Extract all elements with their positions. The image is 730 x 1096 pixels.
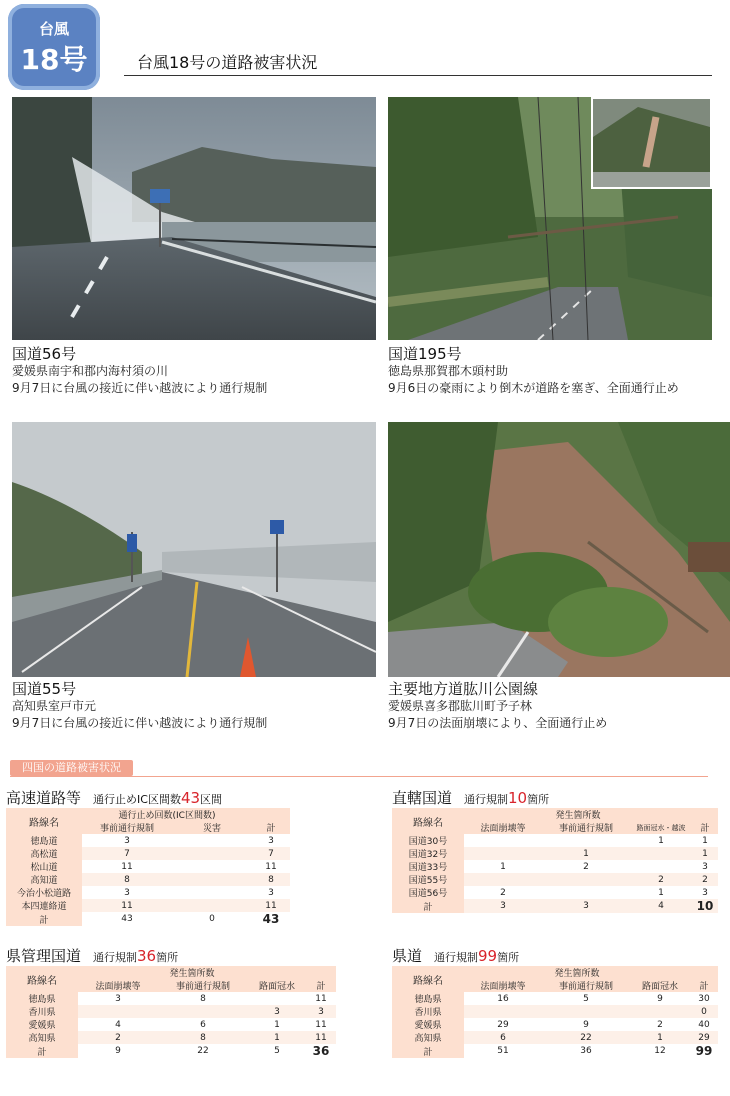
th-c3: 路面冠水 [630,979,690,992]
th-total: 計 [690,979,718,992]
table-row [392,1031,718,1044]
cell-total: 3 [692,860,718,873]
expressway-post: 区間 [200,793,223,806]
row-name: 愛媛県 [392,1018,464,1031]
th-c3: 路面冠水 [248,979,306,992]
cell: 9 [630,992,690,1005]
pref-road-count: 99 [478,947,498,965]
cell: 3 [78,992,158,1005]
table-row [392,873,718,886]
th-c2: 事前通行規制 [542,821,630,834]
caption-4 [388,680,607,732]
table-row-total [6,912,290,926]
row-name: 国道32号 [392,847,464,860]
cell-total: 36 [306,1044,336,1058]
cell-total: 3 [252,834,290,847]
cell: 1 [630,886,692,899]
cell: 7 [82,847,172,860]
cell: 9 [78,1044,158,1058]
pref-road-table [392,966,718,1058]
row-name: 徳島道 [6,834,82,847]
national-name: 直轄国道 [392,789,453,807]
table-row [6,860,290,873]
cell-total: 99 [690,1044,718,1058]
table-row-total [392,899,718,913]
cell: 2 [630,1018,690,1031]
caption-4-desc: 9月7日の法面崩壊により、全面通行止め [388,716,608,730]
th-c1: 法面崩壊等 [78,979,158,992]
national-count: 10 [508,789,528,807]
th-total: 計 [692,821,718,834]
cell: 22 [542,1031,630,1044]
section-tab: 四国の道路被害状況 [10,760,133,776]
th-total: 計 [252,821,290,834]
cell: 6 [464,1031,542,1044]
row-name: 高知道 [6,873,82,886]
row-name: 計 [392,899,464,913]
pref-road-name: 県道 [392,947,423,965]
cell: 51 [464,1044,542,1058]
table-row [6,1005,336,1018]
row-name: 高松道 [6,847,82,860]
photo-hijikawa-landslide [388,422,730,677]
th-route: 路線名 [6,966,78,992]
cell: 22 [158,1044,248,1058]
th-group: 発生箇所数 [78,966,306,979]
cell-total: 1 [692,847,718,860]
cell: 0 [172,912,252,926]
table-row [392,834,718,847]
cell [78,1005,158,1018]
pref-national-count: 36 [137,947,157,965]
caption-1-desc: 9月7日に台風の接近に伴い越波により通行規制 [12,381,268,395]
caption-2-title: 国道195号 [388,345,462,363]
expressway-count: 43 [180,789,201,807]
cell: 43 [82,912,172,926]
cell-total: 11 [306,992,336,1005]
cell: 1 [630,834,692,847]
th-route: 路線名 [392,808,464,834]
th-c1: 事前通行規制 [82,821,172,834]
cell [172,873,252,886]
th-c1: 法面崩壊等 [464,821,542,834]
cell: 8 [158,1031,248,1044]
table-row [392,860,718,873]
row-name: 国道30号 [392,834,464,847]
cell: 16 [464,992,542,1005]
cell [172,886,252,899]
row-name: 計 [6,1044,78,1058]
cell-total: 30 [690,992,718,1005]
cell-total: 40 [690,1018,718,1031]
cell: 3 [464,899,542,913]
th-group: 発生箇所数 [464,966,690,979]
cell: 2 [542,860,630,873]
cell-total: 29 [690,1031,718,1044]
caption-4-title: 主要地方道肱川公園線 [388,680,539,698]
row-name: 計 [392,1044,464,1058]
caption-2 [388,345,679,397]
caption-3 [12,680,267,732]
pref-road-post: 箇所 [497,951,520,964]
pref-national-heading [6,945,178,966]
cell: 5 [248,1044,306,1058]
pref-national-name: 県管理国道 [6,947,82,965]
th-route: 路線名 [6,808,82,834]
photo-route195-fallen-trees [388,97,712,340]
cell [464,847,542,860]
table-row [392,847,718,860]
th-group: 通行止め回数(IC区間数) [82,808,252,821]
cell: 9 [542,1018,630,1031]
cell [248,992,306,1005]
cell-total: 43 [252,912,290,926]
cell [464,873,542,886]
th-c2: 事前通行規制 [542,979,630,992]
table-row [392,886,718,899]
cell [542,886,630,899]
row-name: 今治小松道路 [6,886,82,899]
th-total: 計 [306,979,336,992]
national-post: 箇所 [527,793,550,806]
cell-total: 0 [690,1005,718,1018]
caption-1-place: 愛媛県南宇和郡内海村須の川 [12,364,169,378]
cell: 3 [542,899,630,913]
cell: 4 [78,1018,158,1031]
page-title: 台風18号の道路被害状況 [137,53,318,72]
pref-road-heading [392,945,519,966]
cell [542,1005,630,1018]
table-row [6,1018,336,1031]
th-c3: 路面冠水・越波 [630,821,692,834]
cell: 2 [78,1031,158,1044]
cell-total: 3 [306,1005,336,1018]
cell: 3 [82,834,172,847]
cell-total: 3 [692,886,718,899]
expressway-pre: 通行止めIC区間数 [93,793,181,806]
cell: 2 [464,886,542,899]
cell [464,1005,542,1018]
pref-road-pre: 通行規制 [434,951,479,964]
cell: 3 [248,1005,306,1018]
row-name: 計 [6,912,82,926]
photo-route56-wave-overtopping [12,97,376,340]
table-row [6,847,290,860]
cell: 36 [542,1044,630,1058]
cell: 1 [248,1018,306,1031]
cell [158,1005,248,1018]
caption-3-place: 高知県室戸市元 [12,699,97,713]
cell [172,899,252,912]
section-divider [10,776,708,777]
cell [630,860,692,873]
table-row [392,992,718,1005]
row-name: 高知県 [6,1031,78,1044]
caption-2-place: 徳島県那賀郡木頭村助 [388,364,509,378]
cell: 6 [158,1018,248,1031]
cell: 1 [542,847,630,860]
expressway-table [6,808,290,926]
cell: 8 [158,992,248,1005]
caption-1 [12,345,267,397]
cell-total: 3 [252,886,290,899]
table-row [392,1018,718,1031]
table-row [6,899,290,912]
badge-label: 台風 [38,20,69,38]
cell: 29 [464,1018,542,1031]
badge-number: 18号 [20,43,88,76]
cell: 11 [82,860,172,873]
caption-2-desc: 9月6日の豪雨により倒木が道路を塞ぎ、全面通行止め [388,381,679,395]
cell [172,847,252,860]
title-divider [124,75,712,76]
table-row [6,1031,336,1044]
row-name: 本四連絡道 [6,899,82,912]
pref-national-pre: 通行規制 [93,951,138,964]
cell-total: 1 [692,834,718,847]
cell: 1 [630,1031,690,1044]
cell: 1 [464,860,542,873]
cell-total: 8 [252,873,290,886]
cell [542,834,630,847]
table-row [6,873,290,886]
cell [630,847,692,860]
row-name: 香川県 [6,1005,78,1018]
th-c2: 災害 [172,821,252,834]
expressway-name: 高速道路等 [6,789,82,807]
cell-total: 2 [692,873,718,886]
typhoon-badge [8,4,100,90]
cell: 8 [82,873,172,886]
cell-total: 11 [306,1018,336,1031]
cell-total: 10 [692,899,718,913]
row-name: 松山道 [6,860,82,873]
cell-total: 11 [306,1031,336,1044]
pref-national-post: 箇所 [156,951,179,964]
photo-route55-fog [12,422,376,677]
table-row [6,992,336,1005]
cell-total: 11 [252,899,290,912]
cell: 11 [82,899,172,912]
cell-total: 7 [252,847,290,860]
table-row-total [6,1044,336,1058]
cell: 4 [630,899,692,913]
row-name: 愛媛県 [6,1018,78,1031]
pref-national-table [6,966,336,1058]
row-name: 高知県 [392,1031,464,1044]
cell: 2 [630,873,692,886]
row-name: 国道33号 [392,860,464,873]
cell [542,873,630,886]
row-name: 徳島県 [392,992,464,1005]
table-row [6,886,290,899]
cell: 12 [630,1044,690,1058]
cell-total: 11 [252,860,290,873]
th-c2: 事前通行規制 [158,979,248,992]
th-group: 発生箇所数 [464,808,692,821]
caption-3-desc: 9月7日に台風の接近に伴い越波により通行規制 [12,716,268,730]
cell [172,834,252,847]
national-table [392,808,718,913]
row-name: 香川県 [392,1005,464,1018]
caption-3-title: 国道55号 [12,680,77,698]
cell [630,1005,690,1018]
table-row [6,834,290,847]
row-name: 国道55号 [392,873,464,886]
caption-4-place: 愛媛県喜多郡肱川町予子林 [388,699,533,713]
row-name: 徳島県 [6,992,78,1005]
national-heading [392,787,549,808]
cell: 1 [248,1031,306,1044]
cell [464,834,542,847]
th-c1: 法面崩壊等 [464,979,542,992]
cell: 5 [542,992,630,1005]
table-row [392,1005,718,1018]
expressway-heading [6,787,222,808]
caption-1-title: 国道56号 [12,345,77,363]
national-pre: 通行規制 [464,793,509,806]
row-name: 国道56号 [392,886,464,899]
cell [172,860,252,873]
th-route: 路線名 [392,966,464,992]
table-row-total [392,1044,718,1058]
cell: 3 [82,886,172,899]
